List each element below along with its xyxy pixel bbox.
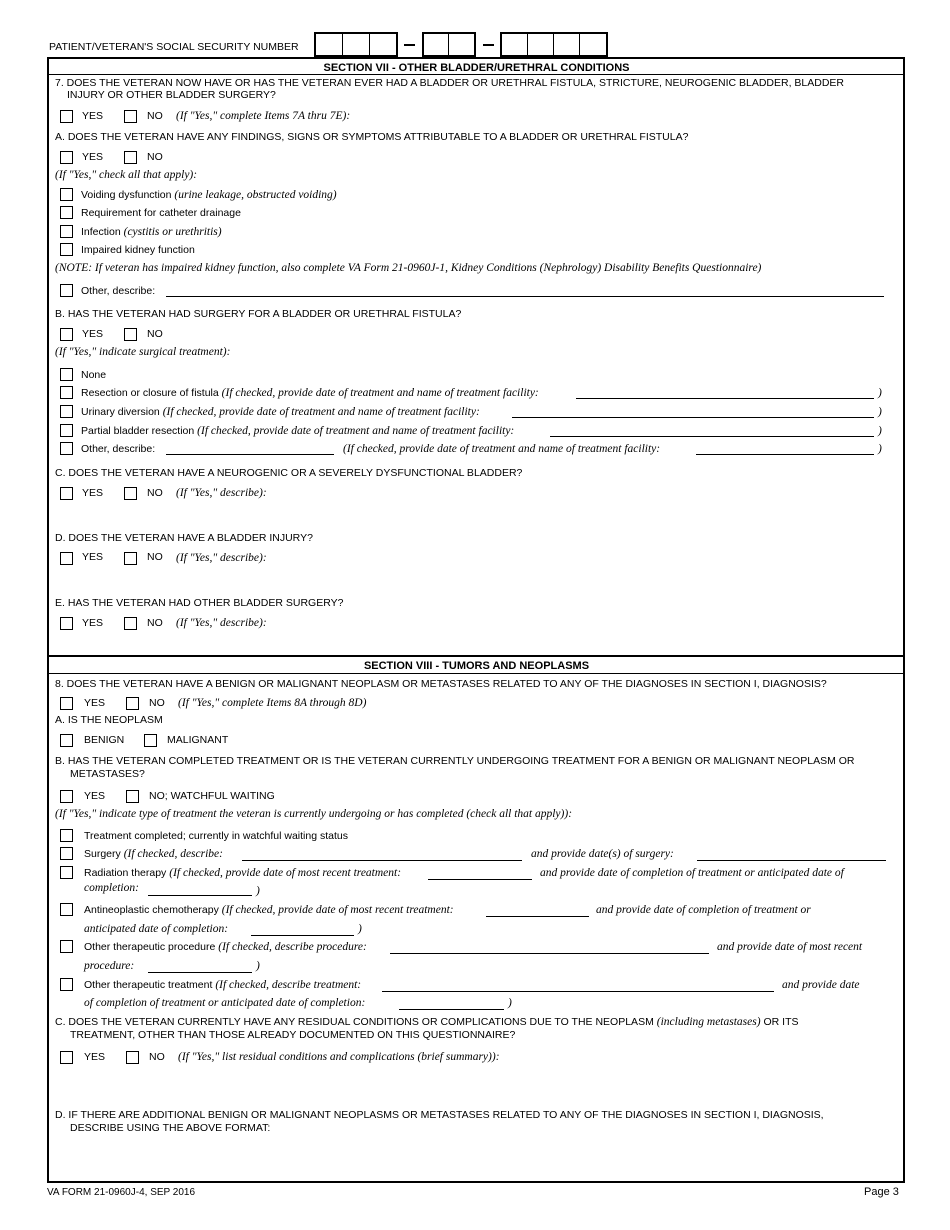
- q7-text: 7. DOES THE VETERAN NOW HAVE OR HAS THE VETERAN EVER HAD A BLADDER OR URETHRAL FISTULA, STRICTURE, NEUROGENIC BLADDER, BLADDER: [55, 77, 845, 89]
- other-procedure-checkbox[interactable]: [60, 940, 73, 953]
- treatment-completed-label: Treatment completed; currently in watchful waiting status: [84, 830, 348, 842]
- q7-note: (If "Yes," complete Items 7A thru 7E):: [176, 110, 351, 122]
- yes-label: YES: [82, 487, 104, 499]
- other-describe-label: Other, describe:: [81, 285, 156, 297]
- treatment-completed-checkbox[interactable]: [60, 829, 73, 842]
- no-label: NO: [147, 328, 163, 340]
- close-paren: ): [878, 443, 882, 455]
- close-paren: ): [878, 425, 882, 437]
- other-treatment-date-field[interactable]: [399, 1009, 504, 1010]
- q8c-text-2: TREATMENT, OTHER THAN THOSE ALREADY DOCUMENTED ON THIS QUESTIONNAIRE?: [70, 1029, 516, 1041]
- radiation-checkbox[interactable]: [60, 866, 73, 879]
- q7a-no-checkbox[interactable]: [124, 151, 137, 164]
- surgery-checkbox[interactable]: [60, 847, 73, 860]
- q7-no-checkbox[interactable]: [124, 110, 137, 123]
- fistula-resection-label: Resection or closure of fistula (If checked, provide date of treatment and name of treatment facility:: [81, 387, 539, 399]
- q8b-no-watchful-checkbox[interactable]: [126, 790, 139, 803]
- no-label: NO: [147, 617, 163, 629]
- chemotherapy-checkbox[interactable]: [60, 903, 73, 916]
- other-procedure-date-note-2: procedure:: [84, 960, 135, 972]
- q7c-yes-checkbox[interactable]: [60, 487, 73, 500]
- no-label: NO: [147, 151, 163, 163]
- malignant-checkbox[interactable]: [144, 734, 157, 747]
- chemo-completion-note: and provide date of completion of treatment or: [596, 904, 811, 916]
- benign-label: BENIGN: [84, 734, 125, 746]
- surgery-date-note: and provide date(s) of surgery:: [531, 848, 674, 860]
- q7b-yes-checkbox[interactable]: [60, 328, 73, 341]
- q8a-text: A. IS THE NEOPLASM: [55, 714, 163, 726]
- form-id: VA FORM 21-0960J-4, SEP 2016: [47, 1187, 196, 1198]
- close-paren: ): [256, 885, 260, 897]
- q8b-yes-checkbox[interactable]: [60, 790, 73, 803]
- q8-text: 8. DOES THE VETERAN HAVE A BENIGN OR MALIGNANT NEOPLASM OR METASTASES RELATED TO ANY OF THE DIAGNOSES IN SECTION I, DIAGNOSIS?: [55, 678, 827, 690]
- kidney-note: (NOTE: If veteran has impaired kidney function, also complete VA Form 21-0960J-1, Kidney Conditions (Nephrology) Disability Benefits Questionnaire): [55, 262, 762, 274]
- other-treatment-date-note-2: of completion of treatment or anticipated date of completion:: [84, 997, 366, 1009]
- benign-checkbox[interactable]: [60, 734, 73, 747]
- close-paren: ): [256, 960, 260, 972]
- surgery-label: Surgery (If checked, describe:: [84, 848, 223, 860]
- q7e-text: E. HAS THE VETERAN HAD OTHER BLADDER SURGERY?: [55, 597, 344, 609]
- divider: [49, 74, 904, 75]
- chemo-recent-date-field[interactable]: [486, 916, 589, 917]
- q7e-note: (If "Yes," describe):: [176, 617, 267, 629]
- q8d-text: D. IF THERE ARE ADDITIONAL BENIGN OR MALIGNANT NEOPLASMS OR METASTASES RELATED TO ANY OF THE DIAGNOSES IN SECTION I, DIAGNOSIS,: [55, 1109, 824, 1121]
- q8c-yes-checkbox[interactable]: [60, 1051, 73, 1064]
- radiation-completion-note: and provide date of completion of treatment or anticipated date of: [540, 867, 844, 879]
- other-treatment-checkbox[interactable]: [60, 978, 73, 991]
- radiation-completion-note-2: completion:: [84, 882, 139, 894]
- q8b-text-2: METASTASES?: [70, 768, 145, 780]
- ssn-part1[interactable]: [314, 32, 398, 57]
- close-paren: ): [878, 387, 882, 399]
- urinary-diversion-field[interactable]: [512, 417, 874, 418]
- q8c-no-checkbox[interactable]: [126, 1051, 139, 1064]
- q8b-note: (If "Yes," indicate type of treatment the veteran is currently undergoing or has completed (check all that apply)):: [55, 808, 573, 820]
- radiation-completion-field[interactable]: [148, 895, 252, 896]
- partial-resection-label: Partial bladder resection (If checked, provide date of treatment and name of treatment facility:: [81, 425, 515, 437]
- other-treatment-describe-field[interactable]: [382, 991, 774, 992]
- other-procedure-describe-field[interactable]: [390, 953, 709, 954]
- q7d-yes-checkbox[interactable]: [60, 552, 73, 565]
- no-label: NO: [147, 110, 163, 122]
- yes-label: YES: [82, 617, 104, 629]
- q7a-yes-checkbox[interactable]: [60, 151, 73, 164]
- partial-resection-field[interactable]: [550, 436, 874, 437]
- partial-resection-checkbox[interactable]: [60, 424, 73, 437]
- catheter-drainage-label: Requirement for catheter drainage: [81, 207, 241, 219]
- q7b-no-checkbox[interactable]: [124, 328, 137, 341]
- divider: [49, 673, 904, 674]
- surgery-none-label: None: [81, 369, 107, 381]
- q7c-note: (If "Yes," describe):: [176, 487, 267, 499]
- infection-label: Infection (cystitis or urethritis): [81, 226, 222, 238]
- impaired-kidney-label: Impaired kidney function: [81, 244, 195, 256]
- q8d-text-2: DESCRIBE USING THE ABOVE FORMAT:: [70, 1122, 271, 1134]
- no-label: NO: [147, 551, 163, 563]
- yes-label: YES: [84, 697, 106, 709]
- other-treatment-date-note: and provide date: [782, 979, 860, 991]
- q7d-no-checkbox[interactable]: [124, 552, 137, 565]
- q8c-note: (If "Yes," list residual conditions and complications (brief summary)):: [178, 1051, 500, 1063]
- q7c-text: C. DOES THE VETERAN HAVE A NEUROGENIC OR A SEVERELY DYSFUNCTIONAL BLADDER?: [55, 467, 523, 479]
- q7e-no-checkbox[interactable]: [124, 617, 137, 630]
- catheter-drainage-checkbox[interactable]: [60, 206, 73, 219]
- yes-label: YES: [84, 790, 106, 802]
- q7c-no-checkbox[interactable]: [124, 487, 137, 500]
- page-number: Page 3: [864, 1186, 899, 1198]
- surgery-other-note: (If checked, provide date of treatment and name of treatment facility:: [343, 443, 661, 455]
- fistula-resection-field[interactable]: [576, 398, 874, 399]
- q7d-text: D. DOES THE VETERAN HAVE A BLADDER INJURY?: [55, 532, 313, 544]
- q8-no-checkbox[interactable]: [126, 697, 139, 710]
- q7-text-2: INJURY OR OTHER BLADDER SURGERY?: [67, 89, 276, 101]
- other-describe-field[interactable]: [166, 296, 884, 297]
- q7e-yes-checkbox[interactable]: [60, 617, 73, 630]
- surgery-date-field[interactable]: [697, 860, 886, 861]
- close-paren: ): [508, 997, 512, 1009]
- voiding-dysfunction-label: Voiding dysfunction (urine leakage, obstructed voiding): [81, 189, 337, 201]
- fistula-resection-checkbox[interactable]: [60, 386, 73, 399]
- ssn-dash-1: [404, 44, 415, 46]
- yes-label: YES: [82, 151, 104, 163]
- q8-note: (If "Yes," complete Items 8A through 8D): [178, 697, 367, 709]
- q7a-note: (If "Yes," check all that apply):: [55, 169, 198, 181]
- voiding-dysfunction-checkbox[interactable]: [60, 188, 73, 201]
- ssn-dash-2: [483, 44, 494, 46]
- infection-checkbox[interactable]: [60, 225, 73, 238]
- q7a-text: A. DOES THE VETERAN HAVE ANY FINDINGS, SIGNS OR SYMPTOMS ATTRIBUTABLE TO A BLADDER OR URETHRAL FISTULA?: [55, 131, 689, 143]
- other-treatment-label: Other therapeutic treatment (If checked, describe treatment:: [84, 979, 362, 991]
- radiation-recent-date-field[interactable]: [428, 879, 532, 880]
- other-procedure-label: Other therapeutic procedure (If checked, describe procedure:: [84, 941, 367, 953]
- q8b-text: B. HAS THE VETERAN COMPLETED TREATMENT OR IS THE VETERAN CURRENTLY UNDERGOING TREATMENT FOR A BENIGN OR MALIGNANT NEOPLASM OR: [55, 755, 855, 767]
- malignant-label: MALIGNANT: [167, 734, 229, 746]
- chemotherapy-label: Antineoplastic chemotherapy (If checked, provide date of most recent treatment:: [84, 904, 454, 916]
- q8c-text: C. DOES THE VETERAN CURRENTLY HAVE ANY RESIDUAL CONDITIONS OR COMPLICATIONS DUE TO THE NEOPLASM (including metastases) OR ITS: [55, 1016, 799, 1028]
- no-label: NO: [149, 1051, 165, 1063]
- yes-label: YES: [84, 1051, 106, 1063]
- yes-label: YES: [82, 551, 104, 563]
- chemo-completion-field[interactable]: [251, 935, 354, 936]
- urinary-diversion-checkbox[interactable]: [60, 405, 73, 418]
- other-describe-checkbox[interactable]: [60, 284, 73, 297]
- radiation-label: Radiation therapy (If checked, provide date of most recent treatment:: [84, 867, 402, 879]
- other-procedure-date-note: and provide date of most recent: [717, 941, 863, 953]
- q8-yes-checkbox[interactable]: [60, 697, 73, 710]
- ssn-part2[interactable]: [422, 32, 476, 57]
- ssn-part3[interactable]: [500, 32, 608, 57]
- section-divider: [49, 655, 904, 657]
- no-label: NO: [149, 697, 165, 709]
- no-label: NO: [147, 487, 163, 499]
- q7b-note: (If "Yes," indicate surgical treatment):: [55, 346, 231, 358]
- surgery-describe-field[interactable]: [242, 860, 522, 861]
- yes-label: YES: [82, 328, 104, 340]
- section-7-title: SECTION VII - OTHER BLADDER/URETHRAL CONDITIONS: [323, 62, 630, 74]
- q7-yes-checkbox[interactable]: [60, 110, 73, 123]
- chemo-completion-note-2: anticipated date of completion:: [84, 923, 229, 935]
- surgery-other-describe-field[interactable]: [166, 454, 334, 455]
- surgery-other-label: Other, describe:: [81, 443, 156, 455]
- yes-label: YES: [82, 110, 104, 122]
- urinary-diversion-label: Urinary diversion (If checked, provide date of treatment and name of treatment facility:: [81, 406, 480, 418]
- q7d-note: (If "Yes," describe):: [176, 552, 267, 564]
- surgery-none-checkbox[interactable]: [60, 368, 73, 381]
- no-watchful-label: NO; WATCHFUL WAITING: [149, 790, 275, 802]
- q7b-text: B. HAS THE VETERAN HAD SURGERY FOR A BLADDER OR URETHRAL FISTULA?: [55, 308, 462, 320]
- surgery-other-date-field[interactable]: [696, 454, 874, 455]
- section-8-title: SECTION VIII - TUMORS AND NEOPLASMS: [363, 660, 590, 672]
- other-procedure-date-field[interactable]: [148, 972, 252, 973]
- ssn-label: PATIENT/VETERAN'S SOCIAL SECURITY NUMBER: [49, 41, 299, 53]
- surgery-other-checkbox[interactable]: [60, 442, 73, 455]
- close-paren: ): [358, 923, 362, 935]
- impaired-kidney-checkbox[interactable]: [60, 243, 73, 256]
- close-paren: ): [878, 406, 882, 418]
